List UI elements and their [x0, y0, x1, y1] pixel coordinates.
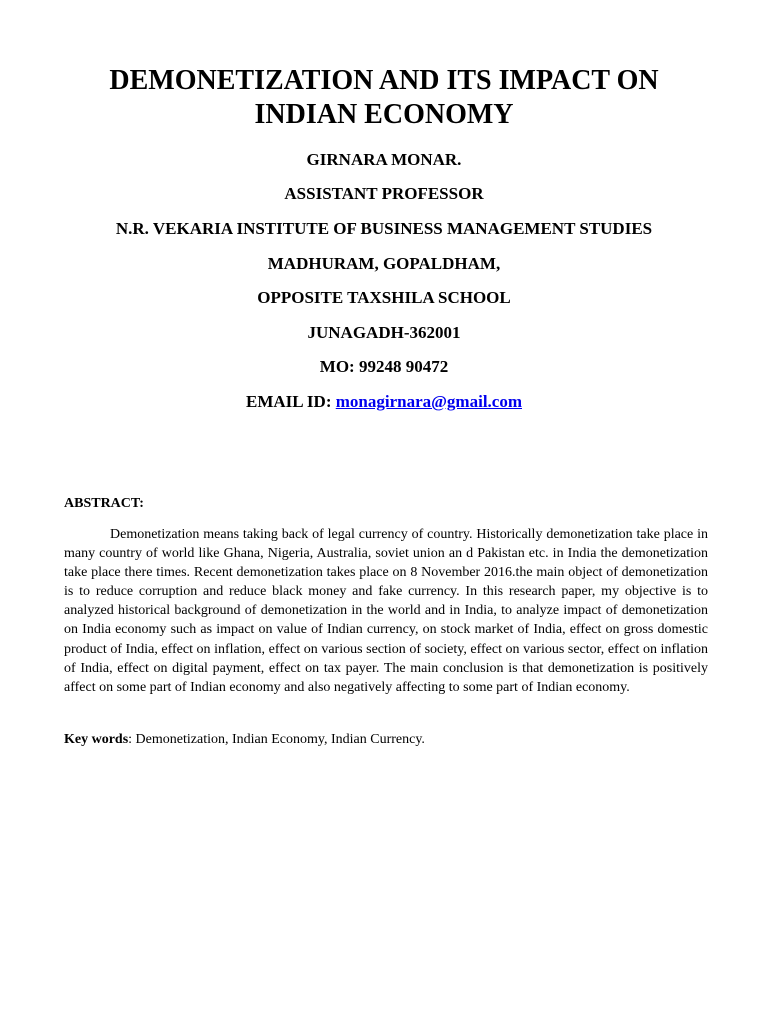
email-label: EMAIL ID: [246, 392, 336, 411]
paper-title-line-2: INDIAN ECONOMY [254, 99, 514, 130]
keywords-line [64, 731, 708, 749]
address-city: JUNAGADH-362001 [307, 323, 461, 342]
keywords-label: Key words [64, 732, 129, 747]
author-institute: N.R. VEKARIA INSTITUTE OF BUSINESS MANAGEMENT STUDIES [115, 219, 653, 238]
keywords-text: : Demonetization, Indian Economy, Indian Currency. [128, 732, 425, 747]
email-link[interactable]: monagirnara@gmail.com [335, 392, 522, 411]
author-designation: ASSISTANT PROFESSOR [284, 184, 484, 203]
author-mobile: MO: 99248 90472 [319, 357, 449, 376]
paper-title [60, 64, 708, 132]
abstract-body: Demonetization means taking back of legal currency of country. Historically demonetization take place in many country of world like Ghana, Nigeria, Australia, soviet union an d Pakistan etc. in India the demonetization take place there times. Recent demonetization takes place on 8 November 2016.the main object of demonetization is to reduce corruption and reduce black money and fake currency. In this research paper, my objective is to analyzed historical background of demonetization in the world and in India, to analyze impact of demonetization on India economy such as impact on value of Indian currency, on stock market of India, effect on gross domestic product of India, effect on inflation, effect on various section of society, effect on various sector, effect on inflation of India, effect on digital payment, effect on tax payer. The main conclusion is that demonetization is positively affect on some part of Indian economy and also negatively affecting to some part of Indian economy. [64, 527, 708, 695]
paper-title-line-1: DEMONETIZATION AND ITS IMPACT ON [109, 65, 659, 96]
author-email-line [40, 392, 728, 412]
author-name: GIRNARA MONAR. [306, 150, 462, 169]
abstract-heading: ABSTRACT: [64, 496, 144, 511]
address-line-2: OPPOSITE TAXSHILA SCHOOL [257, 288, 511, 307]
address-line-1: MADHURAM, GOPALDHAM, [267, 254, 501, 273]
